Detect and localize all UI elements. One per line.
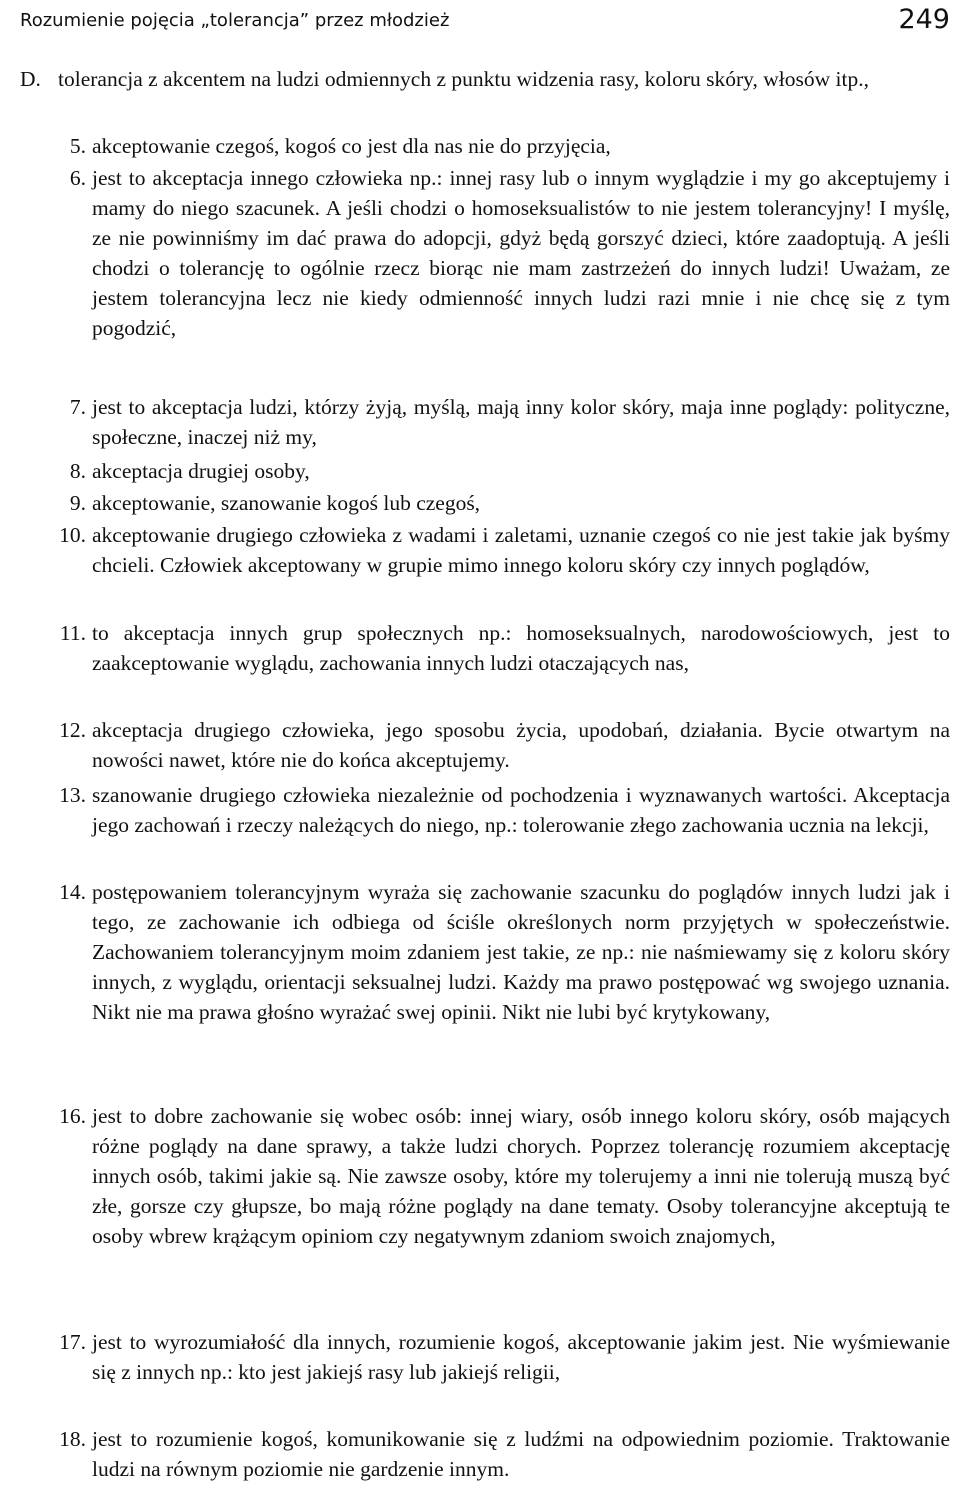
- list-item-number: 10.: [59, 523, 86, 547]
- list-item-number: 8.: [69, 459, 86, 483]
- list-item-number: 6.: [69, 166, 86, 190]
- list-item-text: szanowanie drugiego człowieka niezależnie od pochodzenia i wyznawanych wartości. Akceptacja jego zachowań i rzeczy należących do niego, np.: tolerowanie złego zachowania ucznia na lekcji,: [92, 783, 950, 837]
- list-item-number: 17.: [59, 1330, 86, 1354]
- list-item-number: D.: [20, 67, 41, 91]
- list-item-text: akceptowanie czegoś, kogoś co jest dla nas nie do przyjęcia,: [92, 134, 611, 158]
- list-item-number: 9.: [69, 491, 86, 515]
- list-item-text: jest to akceptacja innego człowieka np.: innej rasy lub o innym wyglądzie i my go akceptujemy i mamy do niego szacunek. A jeśli chodzi o homoseksualistów to nie jestem tolerancyjny! I myślę, ze nie powinniśmy im dać prawa do adopcji, gdyż będą gorszyć dzieci, które zaadoptują. A jeśli chodzi o tolerancję to ogólnie rzecz biorąc nie mam zastrzeżeń do innych ludzi! Uważam, ze jestem tolerancyjna lecz nie kiedy odmienność innych ludzi razi mnie i nie chcę się z tym pogodzić,: [92, 166, 950, 340]
- list-item-number: 12.: [59, 718, 86, 742]
- list-item-text: jest to wyrozumiałość dla innych, rozumienie kogoś, akceptowanie jakim jest. Nie wyśmiewanie się z innych np.: kto jest jakiejś rasy lub jakiejś religii,: [92, 1330, 950, 1384]
- list-item-number: 18.: [59, 1427, 86, 1451]
- list-item-text: akceptowanie drugiego człowieka z wadami i zaletami, uznanie czegoś co nie jest takie jak byśmy chcieli. Człowiek akceptowany w grupie mimo innego koloru skóry czy innych poglądów,: [92, 523, 950, 577]
- list-item-text: jest to rozumienie kogoś, komunikowanie się z ludźmi na odpowiednim poziomie. Traktowanie ludzi na równym poziomie nie gardzenie innym.: [92, 1427, 950, 1481]
- list-item-number: 13.: [59, 783, 86, 807]
- list-item-text: jest to akceptacja ludzi, którzy żyją, myślą, mają inny kolor skóry, maja inne poglądy: polityczne, społeczne, inaczej niż my,: [92, 395, 950, 449]
- list-item-number: 14.: [59, 880, 86, 904]
- page-number: 249: [898, 4, 950, 35]
- list-item-number: 5.: [69, 134, 86, 158]
- running-title: Rozumienie pojęcia „tolerancja” przez młodzież: [20, 10, 450, 31]
- list-item-text: to akceptacja innych grup społecznych np.: homoseksualnych, narodowościowych, jest to zaakceptowanie wyglądu, zachowania innych ludzi otaczających nas,: [92, 621, 950, 675]
- list-item-number: 16.: [59, 1104, 86, 1128]
- list-item-text: postępowaniem tolerancyjnym wyraża się zachowanie szacunku do poglądów innych ludzi jak i tego, ze zachowanie ich odbiega od ściśle określonych norm przyjętych w społeczeństwie. Zachowaniem tolerancyjnym moim zdaniem jest takie, ze np.: nie naśmiewamy się z koloru skóry innych, z wyglądu, orientacji seksualnej ludzi. Każdy ma prawo postępować wg swojego uznania. Nikt nie ma prawa głośno wyrażać swej opinii. Nikt nie lubi być krytykowany,: [92, 880, 950, 1024]
- list-item-text: akceptacja drugiego człowieka, jego sposobu życia, upodobań, działania. Bycie otwartym na nowości nawet, które nie do końca akceptujemy.: [92, 718, 950, 772]
- list-item-text: tolerancja z akcentem na ludzi odmiennych z punktu widzenia rasy, koloru skóry, włosów itp.,: [58, 67, 869, 91]
- list-item-text: akceptacja drugiej osoby,: [92, 459, 310, 483]
- list-item-number: 11.: [59, 621, 86, 645]
- list-item-text: akceptowanie, szanowanie kogoś lub czegoś,: [92, 491, 481, 515]
- list-item-number: 7.: [69, 395, 86, 419]
- list-item-text: jest to dobre zachowanie się wobec osób: innej wiary, osób innego koloru skóry, osób mających różne poglądy na dane sprawy, a także ludzi chorych. Poprzez tolerancję rozumiem akceptację innych osób, takimi jakie są. Nie zawsze osoby, które my tolerujemy a inni nie tolerują muszą być złe, gorsze czy głupsze, bo mają różne poglądy na dane tematy. Osoby tolerancyjne akceptują te osoby wbrew krążącym opiniom czy negatywnym zdaniom swoich znajomych,: [92, 1104, 950, 1248]
